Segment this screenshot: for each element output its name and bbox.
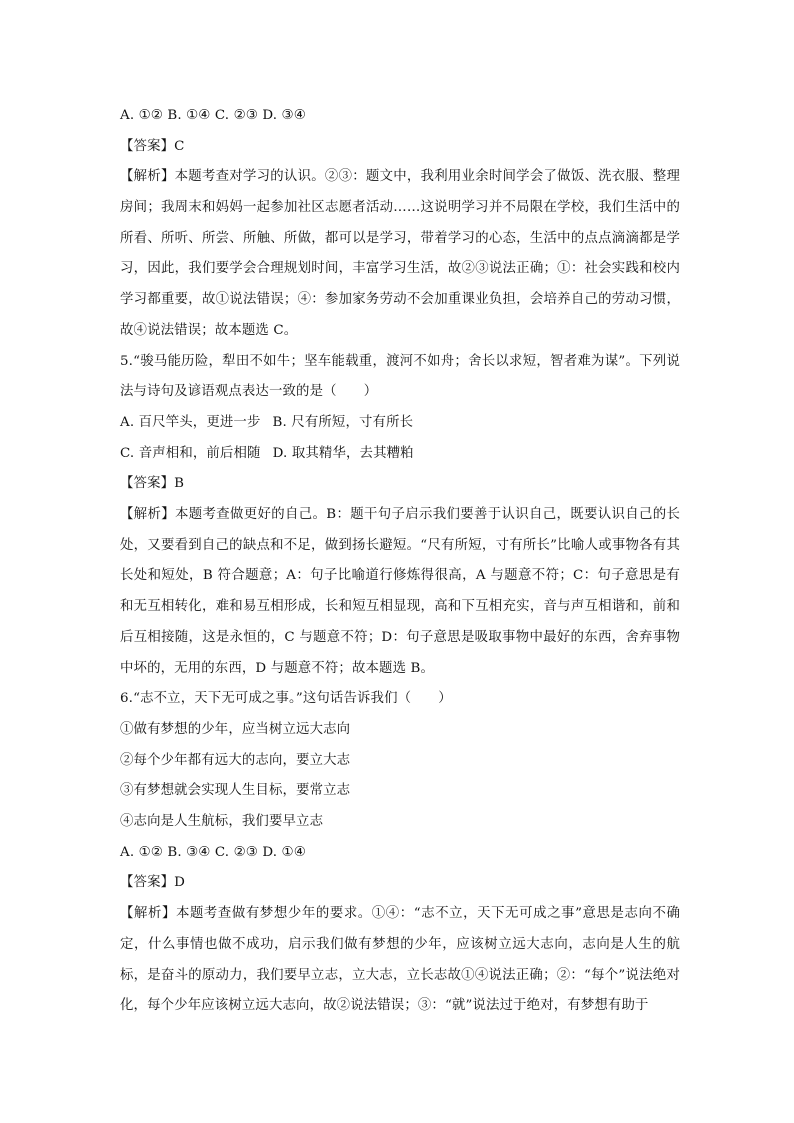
q6-answer: 【答案】D bbox=[120, 875, 186, 891]
q4-analysis bbox=[120, 162, 680, 346]
q6-item-2: ②每个少年都有远大的志向，要立大志 bbox=[120, 752, 351, 768]
q5-option-b: B. 尺有所短，寸有所长 bbox=[272, 415, 414, 430]
q6-item-1: ①做有梦想的少年，应当树立远大志向 bbox=[120, 721, 351, 737]
q6-stem: 6.“志不立，天下无可成之事。”这句话告诉我们（ ） bbox=[120, 691, 452, 707]
q6-analysis-text: 【解析】本题考查做有梦想少年的要求。①④：“志不立，天下无可成之事”意思是志向不确定，什么事情也做不成功，启示我们做有梦想的少年，应该树立远大志向，志向是人生的航标，是奋斗的原动力，我们要早立志，立大志，立长志故①④说法正确；②：“每个”说法绝对化，每个少年应该树立远大志向，故②说法错误；③：“就”说法过于绝对，有梦想有助于 bbox=[120, 906, 680, 1014]
q6-options: A. ①② B. ③④ C. ②③ D. ①④ bbox=[120, 844, 306, 860]
q5-option-c: C. 音声相和，前后相随 bbox=[120, 445, 261, 461]
q6-analysis bbox=[120, 899, 680, 1022]
q6-item-4: ④志向是人生航标，我们要早立志 bbox=[120, 814, 324, 830]
q4-options: A. ①② B. ①④ C. ②③ D. ③④ bbox=[120, 108, 306, 123]
q6-item-3: ③有梦想就会实现人生目标，要常立志 bbox=[120, 783, 351, 799]
page-content bbox=[120, 101, 680, 1022]
q5-stem bbox=[120, 347, 680, 408]
q5-stem-text: 5.“骏马能历险，犁田不如牛；坚车能载重，渡河不如舟；舍长以求短，智者难为谋”。下列说法与诗句及谚语观点表达一致的是（ ） bbox=[120, 353, 680, 400]
q5-analysis bbox=[120, 500, 680, 684]
q5-options-row-1 bbox=[120, 408, 680, 439]
q5-option-d: D. 取其精华，去其糟粕 bbox=[272, 445, 414, 461]
q4-answer: 【答案】C bbox=[120, 138, 185, 154]
q5-answer: 【答案】B bbox=[120, 476, 185, 492]
q5-option-a: A. 百尺竿头，更进一步 bbox=[120, 415, 261, 430]
q5-analysis-text: 【解析】本题考查做更好的自己。B：题干句子启示我们要善于认识自己，既要认识自己的长处，又要看到自己的缺点和不足，做到扬长避短。“尺有所短，寸有所长”比喻人或事物各有其长处和短处，B 符合题意；A：句子比喻道行修炼得很高，A 与题意不符；C：句子意思是有和无互相转化，难和易互相形成，长和短互相显现，高和下互相充实，音与声互相谐和，前和后互相接随，这是永恒的，C 与题意不符；D：句子意思是吸取事物中最好的东西，舍弃事物中坏的，无用的东西，D 与题意不符；故本题选 B。 bbox=[120, 507, 680, 676]
q4-analysis-text: 【解析】本题考查对学习的认识。②③：题文中，我利用业余时间学会了做饭、洗衣服、整理房间；我周末和妈妈一起参加社区志愿者活动……这说明学习并不局限在学校，我们生活中的所看、所听、所尝、所触、所做，都可以是学习，带着学习的心态，生活中的点点滴滴都是学习，因此，我们要学会合理规划时间，丰富学习生活，故②③说法正确；①：社会实践和校内学习都重要，故①说法错误；④：参加家务劳动不会加重课业负担，会培养自己的劳动习惯，故④说法错误；故本题选 C。 bbox=[120, 169, 680, 338]
q5-options-row-2 bbox=[120, 439, 680, 470]
